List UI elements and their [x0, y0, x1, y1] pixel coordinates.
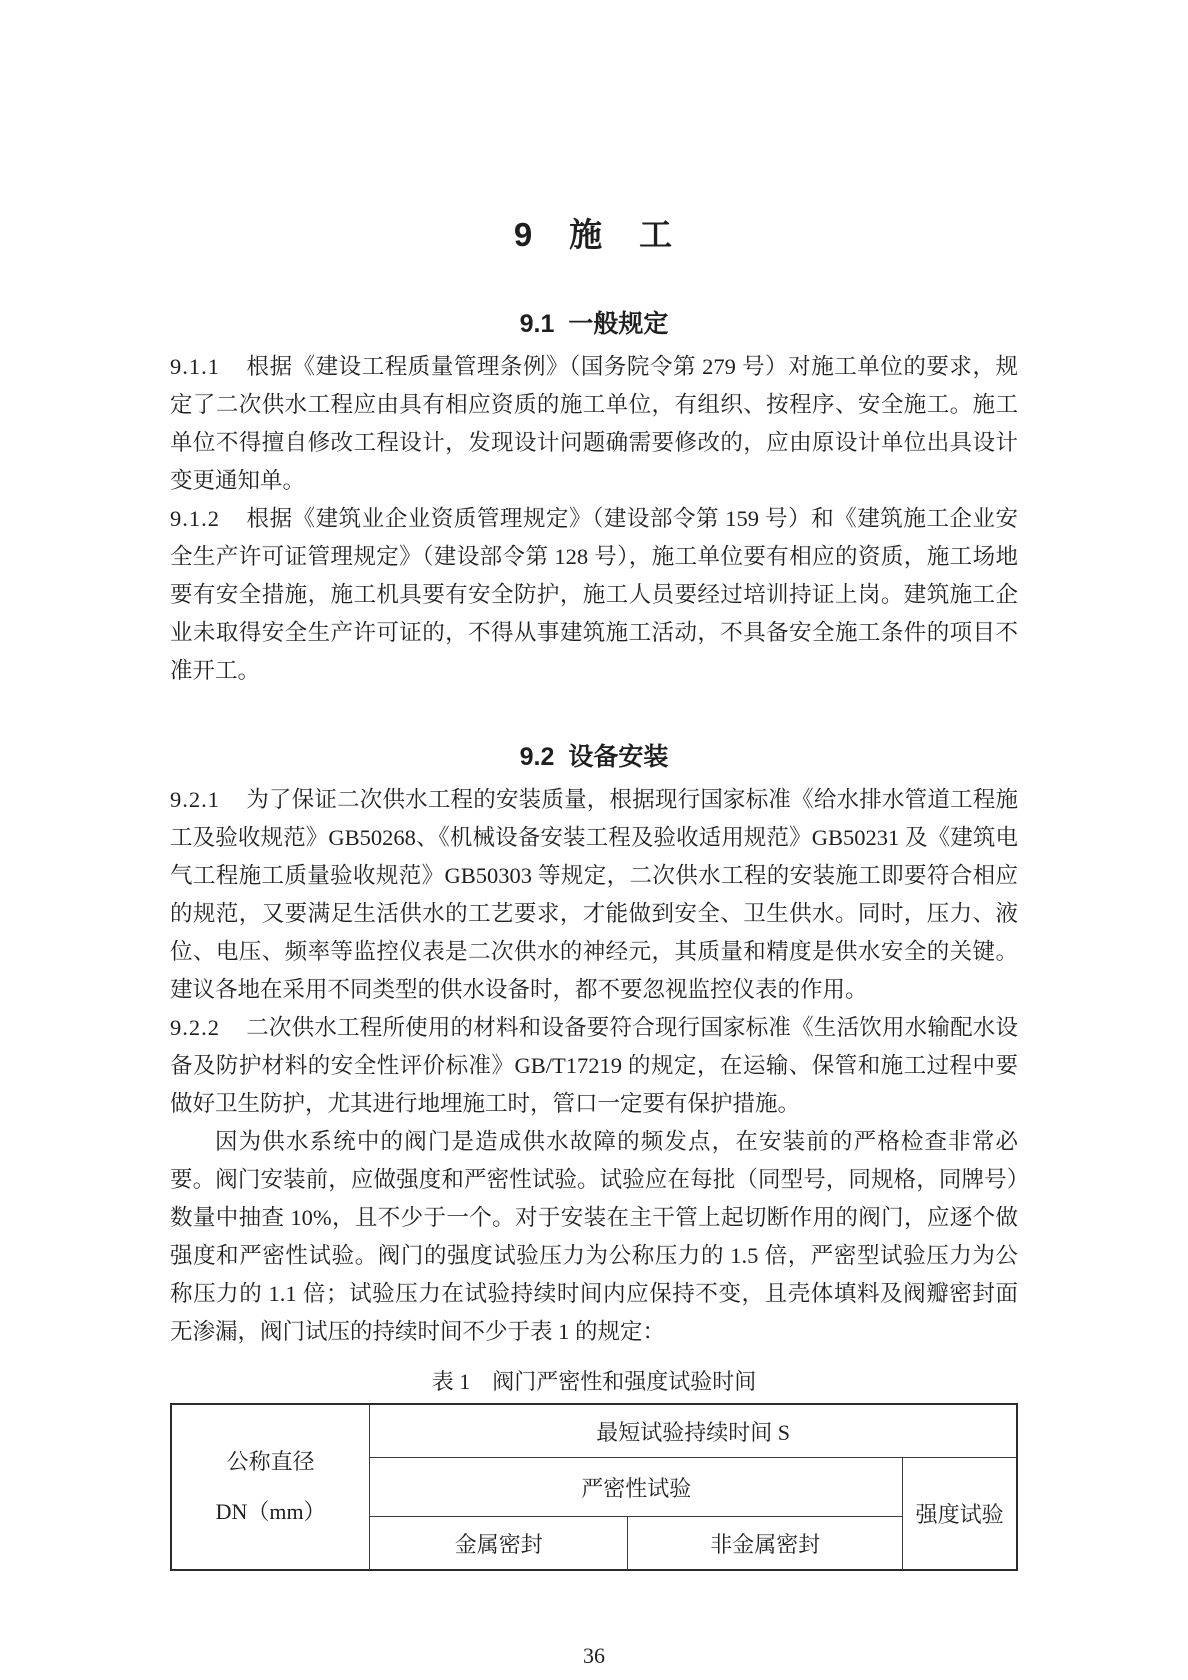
nominal-diameter-label: 公称直径 — [226, 1449, 315, 1474]
clause-9-2-2 — [170, 1009, 1018, 1123]
clause-9-1-2 — [170, 500, 1018, 690]
clause-number: 9.1.1 — [170, 354, 220, 379]
section-number: 9.1 — [519, 310, 555, 338]
cell-nominal-diameter — [171, 1404, 370, 1570]
clause-text: 为了保证二次供水工程的安装质量，根据现行国家标准《给水排水管道工程施工及验收规范》GB50268、《机械设备安装工程及验收适用规范》GB50231 及《建筑电气工程施工质量验收规范》GB50303 等规定，二次供水工程的安装施工即要符合相应的规范，又要满足生活供水的工艺要求，才能做到安全、卫生供水。同时，压力、液位、电压、频率等监控仪表是二次供水的神经元，其质量和精度是供水安全的关键。建议各地在采用不同类型的供水设备时，都不要忽视监控仪表的作用。 — [170, 787, 1018, 1002]
cell-tightness-test: 严密性试验 — [370, 1458, 903, 1517]
chapter-title: 9 施 工 — [513, 216, 675, 253]
table-caption: 表 1 阀门严密性和强度试验时间 — [431, 1369, 757, 1394]
valve-test-time-table — [170, 1403, 1018, 1571]
clause-text: 根据《建筑业企业资质管理规定》（建设部令第 159 号）和《建筑施工企业安全生产许可证管理规定》（建设部令第 128 号），施工单位要有相应的资质，施工场地要有安全措施，施工机具要有安全防护，施工人员要经过培训持证上岗。建筑施工企业未取得安全生产许可证的，不得从事建筑施工活动，不具备安全施工条件的项目不准开工。 — [170, 506, 1018, 683]
clause-9-2-1 — [170, 781, 1018, 1009]
clause-text: 根据《建设工程质量管理条例》（国务院令第 279 号）对施工单位的要求，规定了二次供水工程应由具有相应资质的施工单位，有组织、按程序、安全施工。施工单位不得擅自修改工程设计，发现设计问题确需要修改的，应由原设计单位出具设计变更通知单。 — [170, 354, 1018, 493]
cell-nonmetal-seal: 非金属密封 — [628, 1517, 903, 1571]
section-number: 9.2 — [519, 743, 555, 771]
section-title: 设备安装 — [568, 743, 669, 771]
section-heading-9-1 — [170, 305, 1018, 343]
nominal-diameter-unit: DN（mm） — [215, 1499, 326, 1524]
paragraph-valve-testing: 因为供水系统中的阀门是造成供水故障的频发点，在安装前的严格检查非常必要。阀门安装前，应做强度和严密性试验。试验应在每批（同型号，同规格，同牌号）数量中抽查 10%，且不少于一个。对于安装在主干管上起切断作用的阀门，应逐个做强度和严密性试验。阀门的强度试验压力为公称压力的 1.5 倍，严密型试验压力为公称压力的 1.1 倍；试验压力在试验持续时间内应保持不变，且壳体填料及阀瓣密封面无渗漏，阀门试压的持续时间不少于表 1 的规定： — [170, 1129, 1018, 1344]
clause-text: 二次供水工程所使用的材料和设备要符合现行国家标准《生活饮用水输配水设备及防护材料的安全性评价标准》GB/T17219 的规定，在运输、保管和施工过程中要做好卫生防护，尤其进行地埋施工时，管口一定要有保护措施。 — [170, 1015, 1018, 1116]
clause-9-1-1 — [170, 348, 1018, 500]
cell-min-test-duration: 最短试验持续时间 S — [370, 1404, 1017, 1458]
table-row — [171, 1404, 1017, 1458]
clause-number: 9.2.2 — [170, 1015, 220, 1040]
cell-strength-test: 强度试验 — [903, 1458, 1017, 1571]
clause-number: 9.2.1 — [170, 787, 220, 812]
clause-number: 9.1.2 — [170, 506, 220, 531]
section-title: 一般规定 — [568, 310, 669, 338]
section-heading-9-2 — [170, 738, 1018, 776]
page-number: 36 — [583, 1643, 605, 1668]
cell-metal-seal: 金属密封 — [370, 1517, 628, 1571]
